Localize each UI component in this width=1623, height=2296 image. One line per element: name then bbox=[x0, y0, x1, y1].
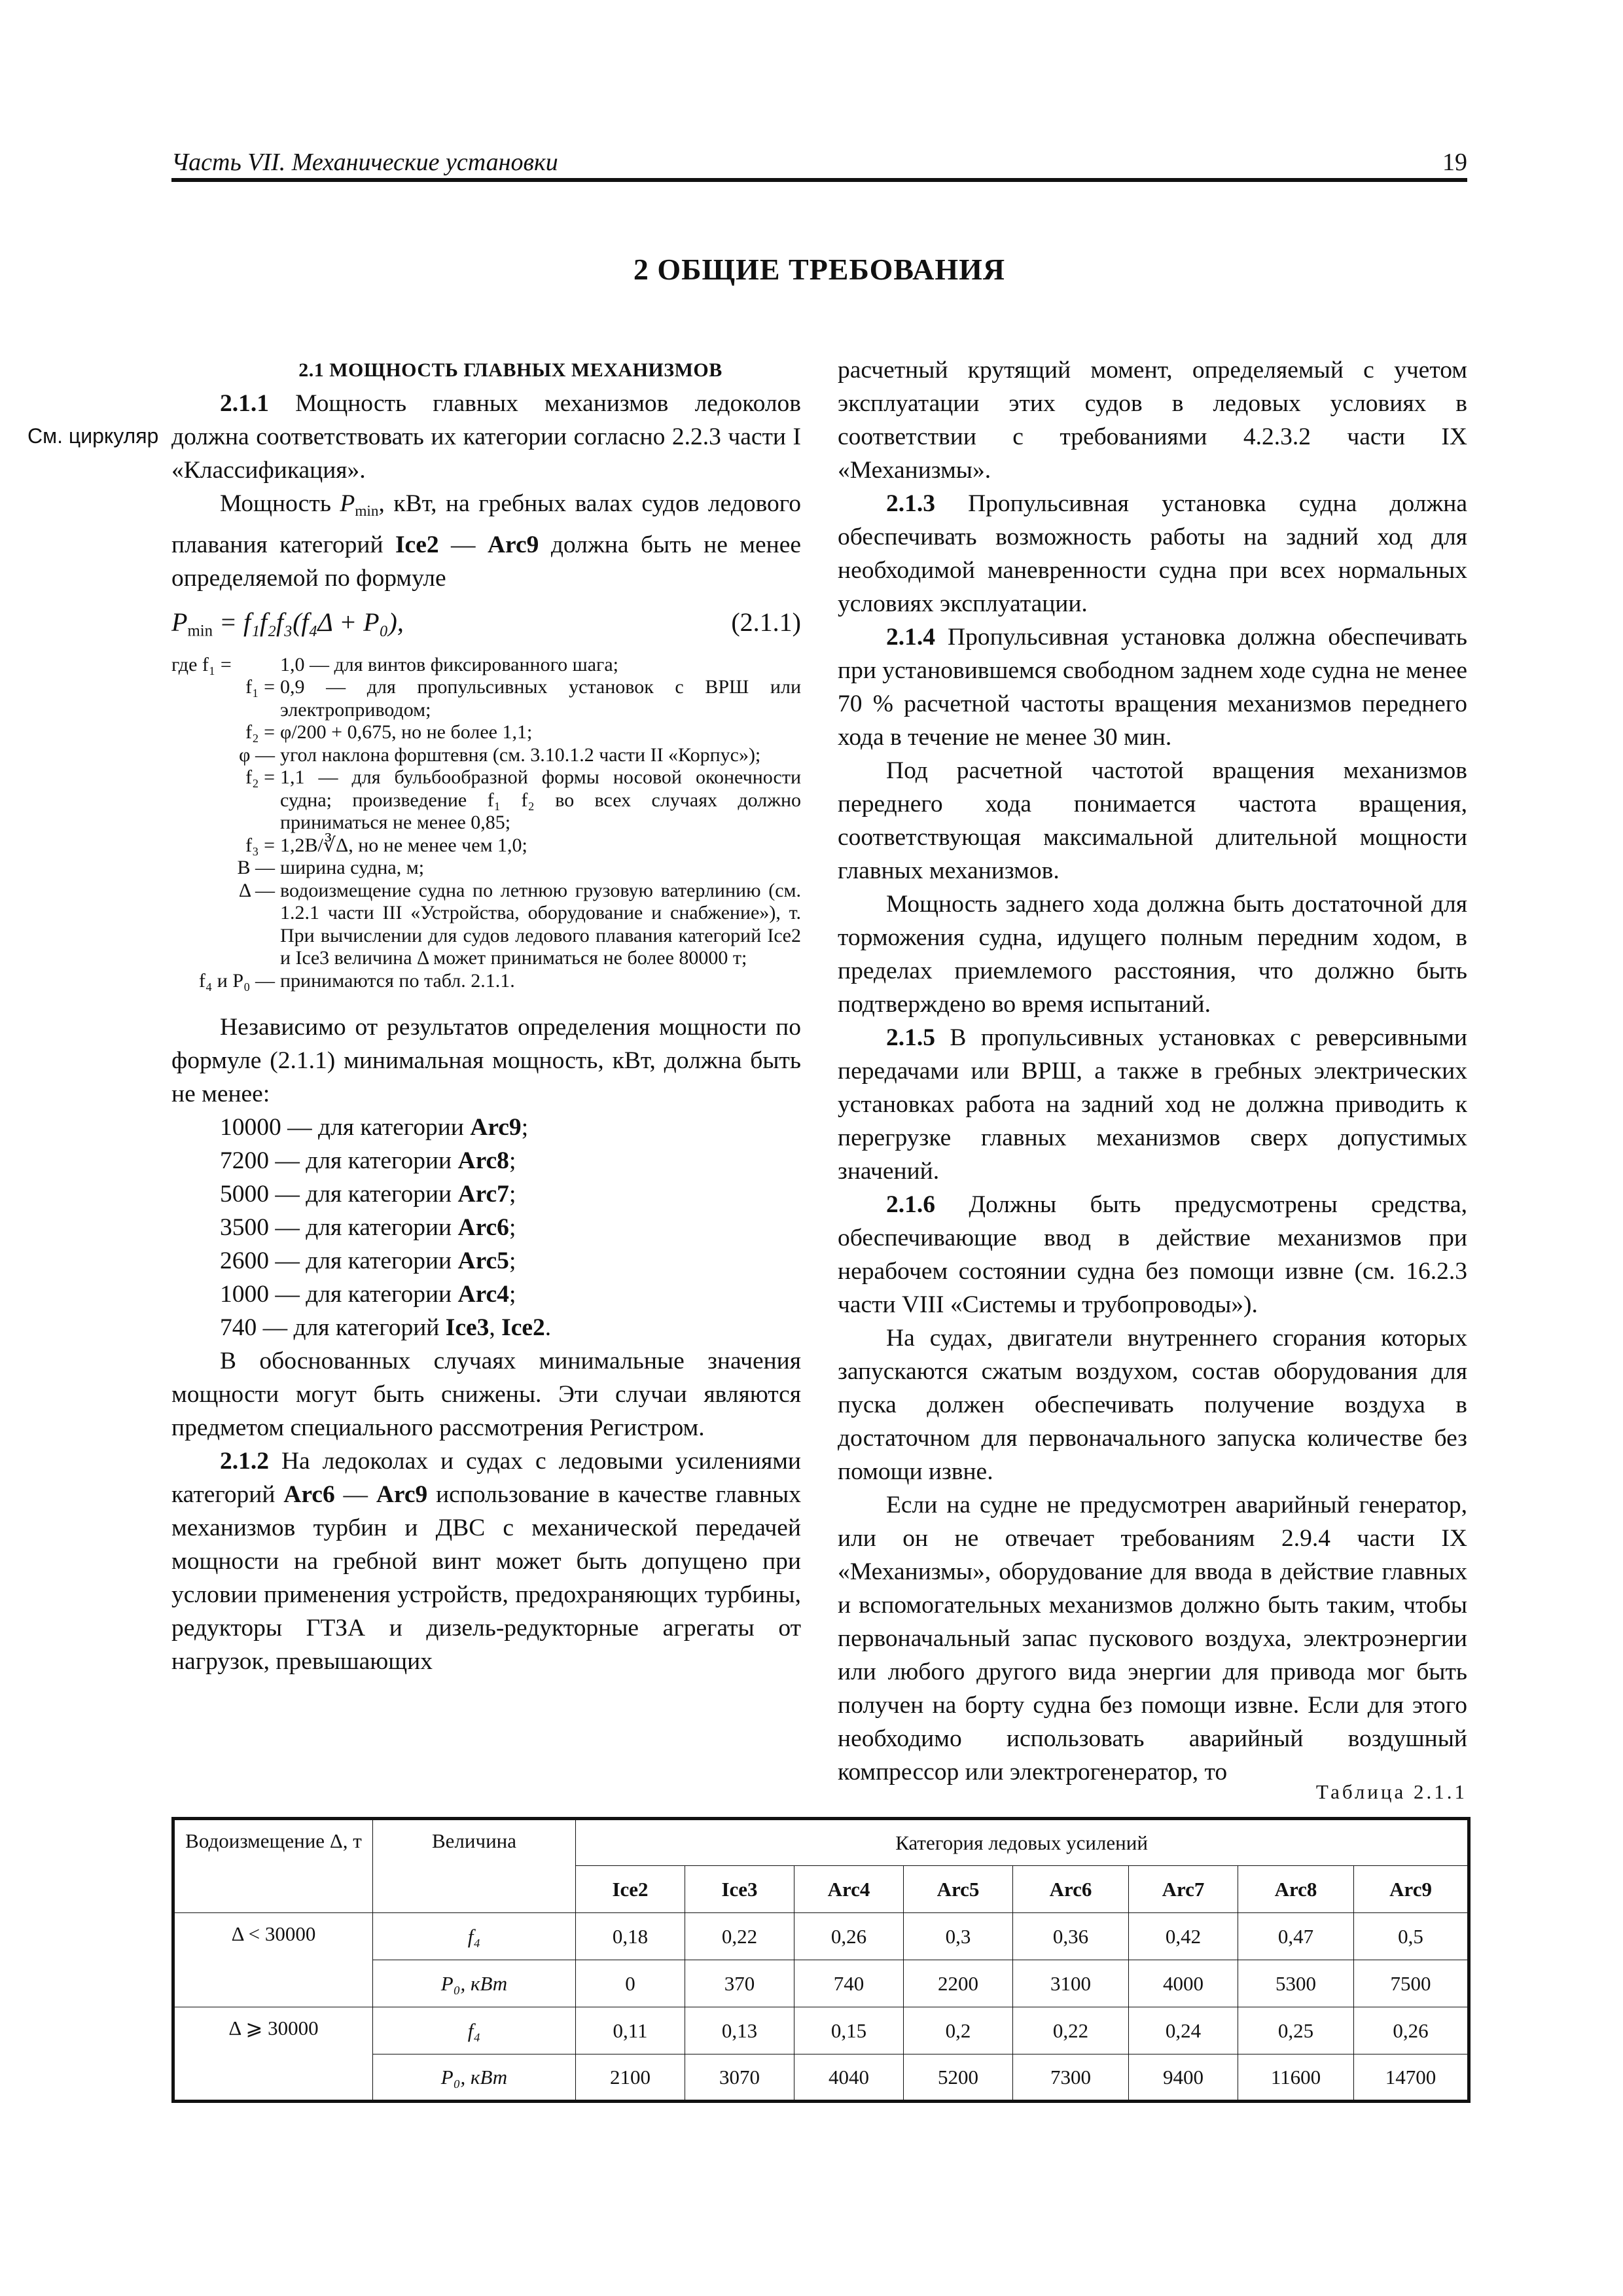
subscript: min bbox=[355, 502, 379, 520]
quantity-cell: f₄ bbox=[373, 2007, 576, 2054]
category: Arc8 bbox=[457, 1147, 509, 1175]
text: , кВт, на гребных валах судов ледового плавания категорий bbox=[171, 490, 801, 558]
formula-body: = f₁f₂f₃(f₄Δ + P₀), bbox=[213, 607, 404, 637]
min-power-list bbox=[171, 1111, 801, 1344]
text: 10000 — для категории bbox=[220, 1114, 471, 1141]
value-cell: 0,15 bbox=[794, 2007, 904, 2054]
list-item bbox=[171, 1244, 801, 1278]
paragraph-power bbox=[171, 487, 801, 595]
value-cell: 9400 bbox=[1129, 2054, 1238, 2102]
text: , bbox=[489, 1314, 502, 1342]
value-cell: 3100 bbox=[1013, 1960, 1129, 2007]
table-caption: Таблица 2.1.1 bbox=[1315, 1780, 1467, 1803]
clause-number: 2.1.5 bbox=[886, 1024, 935, 1051]
text: — bbox=[438, 531, 488, 558]
category-header: Ice3 bbox=[685, 1866, 794, 1913]
definition-row bbox=[171, 676, 801, 721]
category: Arc9 bbox=[376, 1481, 428, 1509]
list-item bbox=[171, 1177, 801, 1211]
col-header-displacement: Водоизмещение Δ, т bbox=[173, 1819, 373, 1913]
list-item bbox=[171, 1144, 801, 1177]
formula-definitions bbox=[171, 654, 801, 993]
running-header bbox=[171, 145, 1467, 179]
definition-row bbox=[171, 766, 801, 834]
header-title: Часть VII. Механические установки bbox=[171, 149, 558, 176]
symbol: P bbox=[340, 490, 355, 517]
text: — bbox=[334, 1481, 376, 1509]
text: 3500 — для категории bbox=[220, 1214, 458, 1242]
text: ; bbox=[521, 1114, 529, 1141]
paragraph-continued: расчетный крутящий момент, определяемый с учетом эксплуатации этих судов в ледовых условиях в соответствии с требованиями 4.2.3.2 части IX «Механизмы». bbox=[838, 357, 1467, 484]
value-cell: 7500 bbox=[1354, 1960, 1469, 2007]
value-cell: 7300 bbox=[1013, 2054, 1129, 2102]
paragraph-2-1-2 bbox=[171, 1444, 801, 1678]
value-cell: 4040 bbox=[794, 2054, 904, 2102]
value-cell: 370 bbox=[685, 1960, 794, 2007]
definition-term: f₂ = bbox=[245, 766, 275, 789]
text: должна быть не менее определяемой по формуле bbox=[171, 531, 802, 592]
definition-text: 1,1 — для бульбообразной формы носовой оконечности судна; произведение f₁ f₂ во всех случаях должно приниматься не менее 0,85; bbox=[280, 766, 801, 834]
paragraph-min-power: Независимо от результатов определения мощности по формуле (2.1.1) минимальная мощность, кВт, должна быть не менее: bbox=[171, 1014, 801, 1108]
category: Arc9 bbox=[470, 1114, 522, 1141]
category-header: Arc6 bbox=[1013, 1866, 1129, 1913]
category-header: Arc7 bbox=[1129, 1866, 1238, 1913]
table-body bbox=[173, 1913, 1469, 2102]
definition-term: φ — bbox=[239, 744, 275, 766]
definition-text: 1,0 — для винтов фиксированного шага; bbox=[280, 653, 619, 675]
table-row bbox=[173, 1913, 1469, 1960]
value-cell: 5200 bbox=[904, 2054, 1013, 2102]
definition-text: ширина судна, м; bbox=[280, 857, 425, 879]
formula-number: (2.1.1) bbox=[731, 607, 801, 637]
table-2-1-1 bbox=[171, 1817, 1471, 2103]
paragraph-2-1-4 bbox=[838, 620, 1467, 754]
value-cell: 3070 bbox=[685, 2054, 794, 2102]
category-header: Ice2 bbox=[576, 1866, 685, 1913]
text: ; bbox=[508, 1281, 516, 1308]
definition-text: водоизмещение судна по летнюю грузовую ватерлинию (см. 1.2.1 части III «Устройства, оборудование и снабжение»), т. При вычислении для судов ледового плавания категорий Ice2 и Ice3 величина Δ может приниматься не более 80000 т; bbox=[280, 879, 801, 969]
paragraph-2-1-3 bbox=[838, 487, 1467, 620]
paragraph-text: Должны быть предусмотрены средства, обеспечивающие ввод в действие механизмов при нерабочем состоянии судна без помощи извне (см. 16.2.3 части VIII «Системы и трубопроводы»). bbox=[838, 1191, 1467, 1318]
clause-number: 2.1.4 bbox=[886, 624, 935, 651]
formula-expression bbox=[171, 605, 404, 647]
paragraph-astern-power: Мощность заднего хода должна быть достаточной для торможения судна, идущего полным передним ходом, в пределах приемлемого расстояния, что должно быть подтверждено во время испытаний. bbox=[838, 891, 1467, 1018]
value-cell: 0,22 bbox=[685, 1913, 794, 1960]
table-row bbox=[173, 2007, 1469, 2054]
definition-term: B — bbox=[237, 857, 275, 879]
definition-row bbox=[171, 721, 801, 744]
paragraph-2-1-1 bbox=[171, 387, 801, 487]
category: Arc6 bbox=[457, 1214, 509, 1242]
text: Мощность bbox=[220, 490, 340, 517]
category-header: Arc5 bbox=[904, 1866, 1013, 1913]
category: Ice2 bbox=[395, 531, 439, 558]
text: ; bbox=[508, 1181, 516, 1208]
text: ; bbox=[508, 1214, 516, 1242]
value-cell: 0,2 bbox=[904, 2007, 1013, 2054]
paragraph-text: В пропульсивных установках с реверсивными передачами или ВРШ, а также в гребных электрических установках работа на задний ход не должна приводить к перегрузке главных механизмов сверх допустимых значений. bbox=[838, 1024, 1467, 1185]
definition-row bbox=[171, 880, 801, 970]
text: 740 — для категорий bbox=[220, 1314, 446, 1342]
text: На ледоколах и судах с ледовыми усилениями категорий bbox=[171, 1448, 801, 1509]
definition-row bbox=[171, 834, 801, 857]
text: 1000 — для категории bbox=[220, 1281, 458, 1308]
col-header-quantity: Величина bbox=[373, 1819, 576, 1913]
definition-term: f₁ = bbox=[245, 676, 275, 698]
text: 7200 — для категории bbox=[220, 1147, 458, 1175]
category-header: Arc4 bbox=[794, 1866, 904, 1913]
definition-term: f₄ и P₀ — bbox=[198, 969, 275, 992]
definition-term: где f₁ = bbox=[171, 653, 232, 675]
list-item bbox=[171, 1211, 801, 1244]
formula-2-1-1 bbox=[171, 605, 801, 645]
value-cell: 11600 bbox=[1238, 2054, 1354, 2102]
paragraph-emergency-generator: Если на судне не предусмотрен аварийный генератор, или он не отвечает требованиям 2.9.4 части IX «Механизмы», оборудование для ввода в действие главных и вспомогательных механизмов должно быть таким, чтобы первоначальный запас пускового воздуха, электроэнергии или любого другого вида энергии для привода мог быть получен на борту судна без помощи извне. Если для этого необходимо использовать аварийный воздушный компрессор или электрогенератор, то bbox=[838, 1492, 1467, 1785]
definition-term: Δ — bbox=[238, 879, 275, 901]
value-cell: 0,24 bbox=[1129, 2007, 1238, 2054]
value-cell: 0 bbox=[576, 1960, 685, 2007]
definition-term: f₃ = bbox=[245, 834, 275, 856]
category: Arc9 bbox=[487, 531, 539, 558]
paragraph-2-1-5 bbox=[838, 1021, 1467, 1188]
left-column bbox=[171, 353, 801, 1678]
value-cell: 0,3 bbox=[904, 1913, 1013, 1960]
value-cell: 0,25 bbox=[1238, 2007, 1354, 2054]
definition-term: f₂ = bbox=[245, 721, 275, 744]
definition-text: 1,2B/∛Δ, но не менее чем 1,0; bbox=[280, 834, 527, 856]
chapter-title: 2 ОБЩИЕ ТРЕБОВАНИЯ bbox=[633, 253, 1006, 286]
definition-text: угол наклона форштевня (см. 3.10.1.2 части II «Корпус»); bbox=[280, 744, 761, 766]
category: Arc4 bbox=[457, 1281, 509, 1308]
right-column bbox=[838, 353, 1467, 1789]
paragraph-rated-speed: Под расчетной частотой вращения механизмов переднего хода понимается частота вращения, соответствующая максимальной длительной мощности главных механизмов. bbox=[838, 757, 1467, 884]
displacement-cell: Δ < 30000 bbox=[173, 1913, 373, 2007]
value-cell: 0,18 bbox=[576, 1913, 685, 1960]
paragraph-text: Пропульсивная установка судна должна обеспечивать возможность работы на задний ход для необходимой маневренности судна при всех нормальных условиях эксплуатации. bbox=[838, 490, 1467, 617]
text: 5000 — для категории bbox=[220, 1181, 458, 1208]
displacement-cell: Δ ⩾ 30000 bbox=[173, 2007, 373, 2102]
value-cell: 0,13 bbox=[685, 2007, 794, 2054]
category-header: Arc8 bbox=[1238, 1866, 1354, 1913]
clause-number: 2.1.6 bbox=[886, 1191, 935, 1218]
paragraph-compressed-air: На судах, двигатели внутреннего сгорания которых запускаются сжатым воздухом, состав оборудования для пуска должен обеспечивать получение воздуха в достаточном для первоначального запуска количестве без помощи извне. bbox=[838, 1325, 1467, 1485]
paragraph-text: Пропульсивная установка должна обеспечивать при установившемся свободном заднем ходе судна не менее 70 % расчетной частоты вращения механизмов переднего хода в течение не менее 30 мин. bbox=[838, 624, 1467, 751]
header-rule bbox=[171, 178, 1467, 182]
text: ; bbox=[508, 1147, 516, 1175]
paragraph-text: Мощность главных механизмов ледоколов должна соответствовать их категории согласно 2.2.3 части I «Классификация». bbox=[171, 390, 801, 484]
clause-number: 2.1.1 bbox=[220, 390, 269, 417]
value-cell: 0,47 bbox=[1238, 1913, 1354, 1960]
clause-number: 2.1.3 bbox=[886, 490, 935, 517]
value-cell: 14700 bbox=[1354, 2054, 1469, 2102]
text: использование в качестве главных механизмов турбин и ДВС с механической передачей мощности на гребной винт может быть допущено при условии применения устройств, предохраняющих турбины, редукторы ГТЗА и дизель-редукторные агрегаты от нагрузок, превышающих bbox=[171, 1481, 801, 1676]
category: Ice3 bbox=[445, 1314, 490, 1342]
definition-row bbox=[171, 654, 801, 677]
category: Arc7 bbox=[457, 1181, 509, 1208]
section-title: 2.1 МОЩНОСТЬ ГЛАВНЫХ МЕХАНИЗМОВ bbox=[298, 359, 722, 381]
value-cell: 0,36 bbox=[1013, 1913, 1129, 1960]
paragraph-justified: В обоснованных случаях минимальные значения мощности могут быть снижены. Эти случаи являются предметом специального рассмотрения Регистром. bbox=[171, 1348, 801, 1442]
text: . bbox=[544, 1314, 552, 1342]
value-cell: 4000 bbox=[1129, 1960, 1238, 2007]
quantity-cell: P₀, кВт bbox=[373, 2054, 576, 2102]
page-number: 19 bbox=[1442, 149, 1467, 176]
paragraph-2-1-6 bbox=[838, 1188, 1467, 1321]
value-cell: 0,11 bbox=[576, 2007, 685, 2054]
formula-subscript: min bbox=[187, 622, 213, 640]
definition-row bbox=[171, 970, 801, 993]
value-cell: 0,26 bbox=[1354, 2007, 1469, 2054]
formula-symbol: P bbox=[171, 607, 188, 637]
quantity-cell: P₀, кВт bbox=[373, 1960, 576, 2007]
category: Arc6 bbox=[283, 1481, 335, 1509]
category: Ice2 bbox=[501, 1314, 545, 1342]
value-cell: 2200 bbox=[904, 1960, 1013, 2007]
value-cell: 740 bbox=[794, 1960, 904, 2007]
value-cell: 0,22 bbox=[1013, 2007, 1129, 2054]
text: ; bbox=[508, 1247, 516, 1275]
list-item bbox=[171, 1111, 801, 1144]
quantity-cell: f₄ bbox=[373, 1913, 576, 1960]
clause-number: 2.1.2 bbox=[220, 1448, 269, 1475]
category-header: Arc9 bbox=[1354, 1866, 1469, 1913]
definition-row bbox=[171, 744, 801, 767]
definition-text: принимаются по табл. 2.1.1. bbox=[280, 969, 515, 992]
definition-text: 0,9 — для пропульсивных установок с ВРШ или электроприводом; bbox=[280, 676, 801, 721]
value-cell: 5300 bbox=[1238, 1960, 1354, 2007]
margin-note: См. циркуляр bbox=[27, 424, 159, 448]
text: 2600 — для категории bbox=[220, 1247, 458, 1275]
value-cell: 0,5 bbox=[1354, 1913, 1469, 1960]
col-header-ice-category: Категория ледовых усилений bbox=[576, 1819, 1469, 1866]
definition-row bbox=[171, 857, 801, 880]
list-item bbox=[171, 1278, 801, 1311]
value-cell: 2100 bbox=[576, 2054, 685, 2102]
list-item bbox=[171, 1311, 801, 1344]
value-cell: 0,26 bbox=[794, 1913, 904, 1960]
definition-text: φ/200 + 0,675, но не более 1,1; bbox=[280, 721, 533, 744]
category: Arc5 bbox=[457, 1247, 509, 1275]
value-cell: 0,42 bbox=[1129, 1913, 1238, 1960]
